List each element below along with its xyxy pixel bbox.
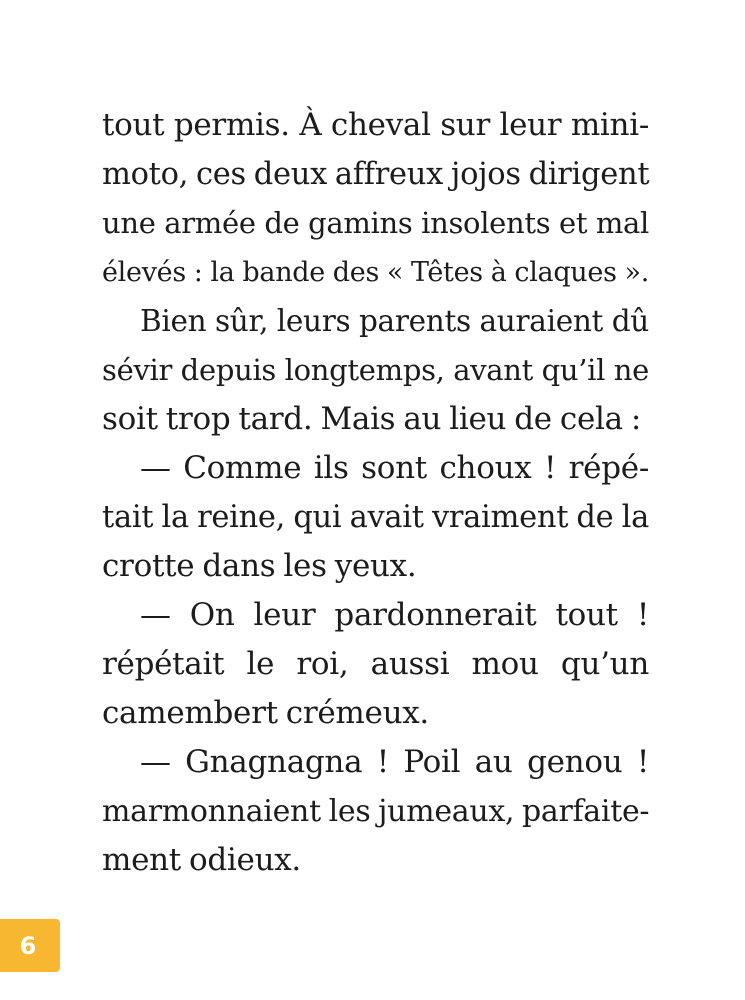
- text-line: soit trop tard. Mais au lieu de cela :: [102, 401, 641, 437]
- text-line: répétait le roi, aussi mou qu’un: [102, 646, 649, 682]
- text-line: — Gnagnagna ! Poil au genou !: [140, 744, 649, 780]
- text-line: élevés : la bande des « Têtes à claques ».: [102, 257, 649, 288]
- text-line: moto, ces deux affreux jojos dirigent: [102, 157, 650, 192]
- text-line: sévir depuis longtemps, avant qu’il ne: [102, 353, 649, 387]
- body-text: [102, 101, 649, 885]
- text-line: crotte dans les yeux.: [102, 548, 417, 584]
- text-line: camembert crémeux.: [102, 695, 429, 731]
- text-line: ment odieux.: [102, 842, 301, 878]
- page-number-tab: [0, 919, 60, 972]
- text-line: une armée de gamins insolents et mal: [102, 206, 649, 240]
- text-line: — Comme ils sont choux ! répé-: [140, 450, 649, 486]
- text-line: Bien sûr, leurs parents auraient dû: [140, 304, 649, 338]
- text-line: marmonnaient les jumeaux, parfaite-: [102, 794, 650, 829]
- text-line: tait la reine, qui avait vraiment de la: [102, 500, 649, 535]
- page-number: 6: [19, 931, 37, 960]
- text-line: tout permis. À cheval sur leur mini-: [102, 107, 649, 143]
- text-line: — On leur pardonnerait tout !: [140, 597, 649, 633]
